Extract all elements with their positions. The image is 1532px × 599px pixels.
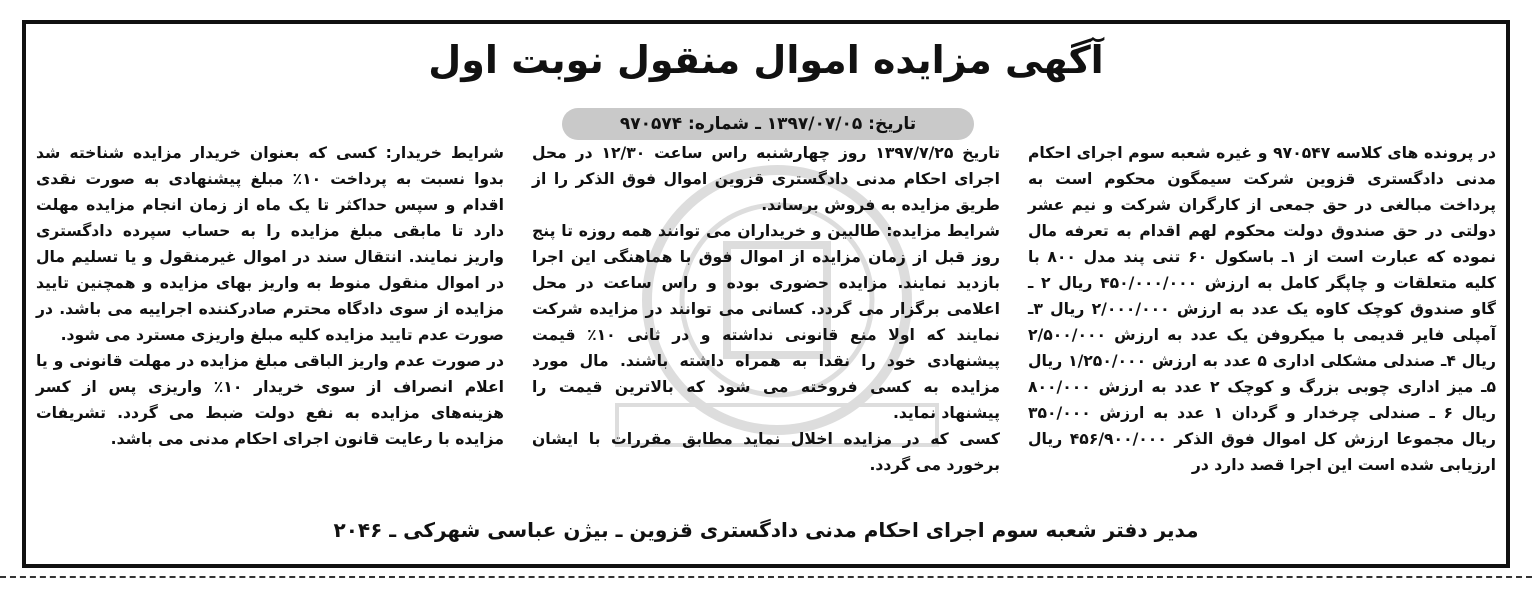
paragraph: در صورت عدم واریز الباقی مبلغ مزایده در مهلت قانونی و یا اعلام انصراف از سوی خریدار ۱۰٪ واریزی پس از کسر هزینه‌های مزایده به نفع دولت ضبط می گردد. تشریفات مزایده با رعایت قانون اجرای احکام مدنی می باشد. — [36, 352, 504, 448]
paragraph: کسی که در مزایده اخلال نماید مطابق مقررات با ایشان برخورد می گردد. — [532, 430, 1000, 474]
frame-border — [22, 42, 26, 546]
column-middle — [532, 140, 1000, 518]
notice-columns — [36, 140, 1496, 518]
paragraph: در پرونده های کلاسه ۹۷۰۵۴۷ و غیره شعبه سوم اجرای احکام مدنی دادگستری قزوین شرکت سیمگون محکوم است به پرداخت مبالغی در حق جمعی از کارگران شرکت و نیم عشر دولتی در حق صندوق دولت محکوم لهم اقدام به تعرفه مال نموده که عبارت است از ۱ـ باسکول ۶۰ تنی پند مدل ۸۰۰ با کلیه متعلقات و چاپگر کامل به ارزش ۴۵۰/۰۰۰/۰۰۰ ریال ۲ ـ گاو صندوق کوچک کاوه یک عدد به ارزش ۲/۰۰۰/۰۰۰ ریال ۳ـ آمپلی فایر قدیمی با میکروفن یک عدد به ارزش ۲/۵۰۰/۰۰۰ ریال ۴ـ صندلی مشکلی اداری ۵ عدد به ارزش ۱/۲۵۰/۰۰۰ ریال ۵ـ میز اداری چوبی بزرگ و کوچک ۲ عدد به ارزش ۸۰۰/۰۰۰ ریال ۶ ـ صندلی چرخدار و گردان ۱ عدد به ارزش ۳۵۰/۰۰۰ ریال مجموعا ارزش کل اموال فوق الذکر ۴۵۶/۹۰۰/۰۰۰ ریال ارزیابی شده است این اجرا قصد دارد در — [1028, 144, 1497, 474]
frame-border — [44, 20, 1488, 24]
column-right — [1028, 140, 1496, 518]
paragraph: شرایط مزایده: طالبین و خریداران می توانند همه روزه تا پنج روز قبل از زمان مزایده از اموال فوق با هماهنگی این اجرا بازدید نمایند. مزایده حضوری بوده و راس ساعت در محل اعلامی برگزار می گردد. کسانی می توانند در مزایده شرکت نمایند که اولا منع قانونی نداشته و در ثانی ۱۰٪ قیمت پیشنهادی خود را نقدا به همراه داشته باشند. مال مورد مزایده به کسی فروخته می شود که بالاترین قیمت را پیشنهاد نماید. — [532, 222, 1001, 422]
column-left — [36, 140, 504, 518]
paragraph: تاریخ ۱۳۹۷/۷/۲۵ روز چهارشنبه راس ساعت ۱۲/۳۰ در محل اجرای احکام مدنی دادگستری قزوین اموال فوق الذکر را از طریق مزایده به فروش برساند. — [532, 144, 1000, 214]
notice-title: آگهی مزایده اموال منقول نوبت اول — [428, 38, 1104, 82]
date-number-badge: تاریخ: ۱۳۹۷/۰۷/۰۵ ـ شماره: ۹۷۰۵۷۴ — [562, 108, 974, 140]
signature-line: مدیر دفتر شعبه سوم اجرای احکام مدنی دادگستری قزوین ـ بیژن عباسی شهرکی ـ ۲۰۴۶ — [333, 518, 1199, 542]
frame-border — [44, 564, 1488, 568]
notice-frame — [22, 20, 1510, 568]
frame-border — [1506, 42, 1510, 546]
paragraph: شرایط خریدار: کسی که بعنوان خریدار مزایده شناخته شد بدوا نسبت به پرداخت ۱۰٪ مبلغ پیشنهادی به صورت نقدی اقدام و سپس حداکثر تا یک ماه از زمان انجام مزایده مهلت دارد تا مابقی مبلغ مزایده را به حساب سپرده دادگستری واریز نمایند. انتقال سند در اموال غیرمنقول و یا تسلیم مال در اموال منقول منوط به واریز بهای مزایده و همچنین تایید مزایده از سوی دادگاه محترم صادرکننده اجراییه می باشد. در صورت عدم تایید مزایده کلیه مبلغ واریزی مسترد می شود. — [36, 144, 504, 344]
cut-line — [0, 576, 1532, 578]
